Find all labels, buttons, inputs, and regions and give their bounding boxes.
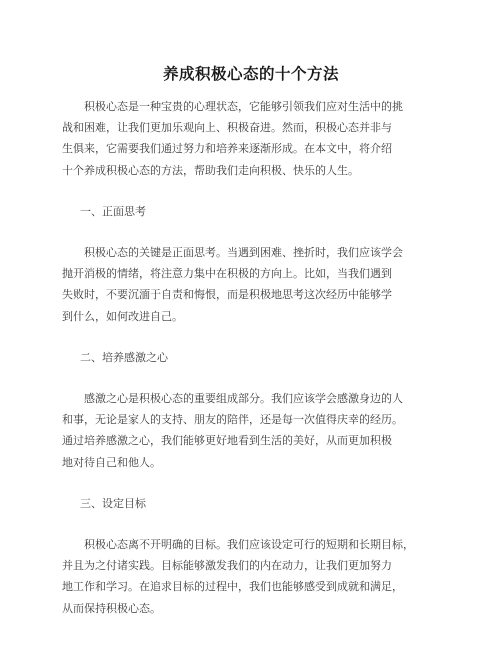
paragraph-line: 积极心态离不开明确的目标。我们应该设定可行的短期和长期目标， bbox=[84, 538, 414, 552]
document-body bbox=[62, 96, 452, 639]
section-heading: 三、设定目标 bbox=[80, 496, 146, 510]
section-paragraph bbox=[62, 388, 452, 473]
paragraph-line: 抛开消极的情绪，将注意力集中在积极的方向上。比如，当我们遇到 bbox=[62, 267, 392, 281]
paragraph-line: 和事，无论是家人的支持、朋友的陪伴，还是每一次值得庆幸的经历。 bbox=[62, 413, 403, 427]
intro-paragraph bbox=[62, 96, 452, 181]
paragraph-line: 从而保持积极心态。 bbox=[62, 601, 161, 615]
document-title: 养成积极心态的十个方法 bbox=[162, 64, 339, 83]
paragraph-line: 十个养成积极心态的方法，帮助我们走向积极、快乐的人生。 bbox=[62, 163, 359, 177]
paragraph-line: 地对待自己和他人。 bbox=[62, 455, 161, 469]
paragraph-line: 失败时，不要沉湎于自责和悔恨，而是积极地思考这次经历中能够学 bbox=[62, 288, 392, 302]
paragraph-line: 感激之心是积极心态的重要组成部分。我们应该学会感激身边的人 bbox=[84, 392, 403, 406]
section-heading: 一、正面思考 bbox=[80, 204, 146, 218]
paragraph-line: 积极心态是一种宝贵的心理状态，它能够引领我们应对生活中的挑 bbox=[84, 100, 403, 113]
section-heading: 二、培养感激之心 bbox=[80, 350, 168, 364]
paragraph-line: 积极心态的关键是正面思考。当遇到困难、挫折时，我们应该学会 bbox=[84, 246, 403, 260]
section-paragraph bbox=[62, 534, 452, 619]
paragraph-line: 战和困难，让我们更加乐观向上、积极奋进。然而，积极心态并非与 bbox=[62, 121, 392, 135]
paragraph-line: 并且为之付诸实践。目标能够激发我们的内在动力，让我们更加努力 bbox=[62, 559, 392, 573]
paragraph-line: 通过培养感激之心，我们能够更好地看到生活的美好，从而更加积极 bbox=[62, 434, 392, 448]
section-paragraph bbox=[62, 242, 452, 327]
paragraph-line: 生俱来，它需要我们通过努力和培养来逐渐形成。在本文中，将介绍 bbox=[62, 142, 392, 156]
paragraph-line: 到什么，如何改进自己。 bbox=[62, 309, 183, 323]
paragraph-line: 地工作和学习。在追求目标的过程中，我们也能够感受到成就和满足， bbox=[62, 580, 403, 594]
